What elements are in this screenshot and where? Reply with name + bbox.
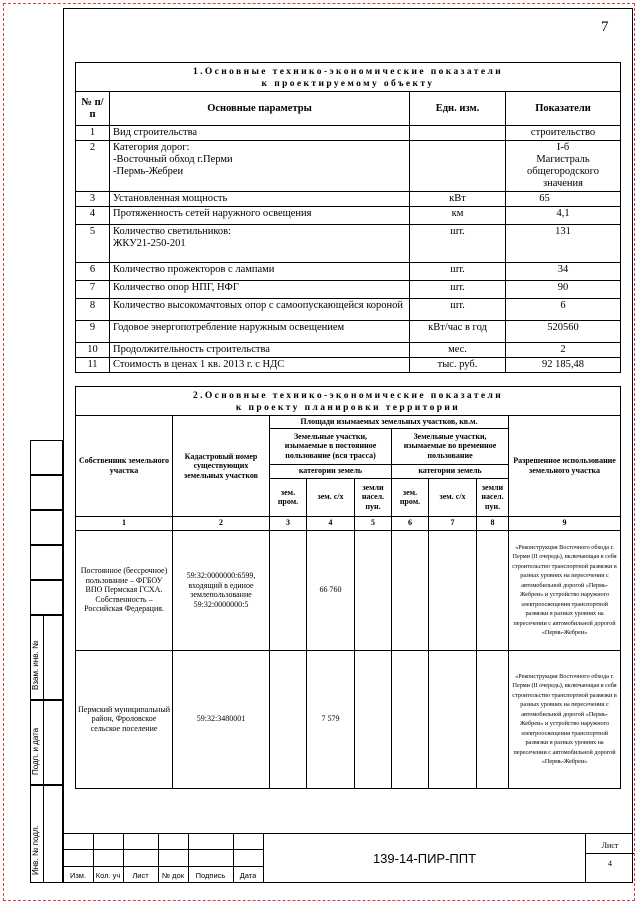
inv-label: Инв. № подл. xyxy=(31,825,40,875)
column-number: 6 xyxy=(392,516,429,530)
cell-perm-sh: 7 579 xyxy=(307,650,355,788)
header-param: Основные параметры xyxy=(110,92,410,126)
row-num: 5 xyxy=(76,225,110,263)
table-row xyxy=(76,343,621,358)
label-izm: Изм. xyxy=(69,871,87,880)
label-podpis: Подпись xyxy=(195,871,226,880)
column-number: 4 xyxy=(307,516,355,530)
row-param: Количество прожекторов с лампами xyxy=(110,263,410,281)
column-number: 3 xyxy=(270,516,307,530)
table-row xyxy=(76,192,621,207)
cell-owner: Пермский муниципальный район, Фроловское сельское поселение xyxy=(76,650,173,788)
row-param: Стоимость в ценах 1 кв. 2013 г. с НДС xyxy=(110,358,410,373)
header-permanent: Земельные участки, изымаемые в постоянное пользование (вся трасса) xyxy=(270,428,392,464)
header-cadastral: Кадастровый номер существующих земельных участков xyxy=(173,416,270,517)
label-list: Лист xyxy=(132,871,149,880)
row-param: Установленная мощность xyxy=(110,192,410,207)
cell-perm-pun xyxy=(355,650,392,788)
header-unit: Едн. изм. xyxy=(410,92,506,126)
side-stamp xyxy=(30,440,63,883)
table-row xyxy=(76,281,621,299)
sheet-number: 4 xyxy=(608,859,612,868)
cell-cadastral: 59:32:3480001 xyxy=(173,650,270,788)
row-unit: кВт/час в год xyxy=(410,321,506,343)
title-block xyxy=(63,833,633,883)
document-code: 139-14-ПИР-ППТ xyxy=(263,833,585,883)
row-value: 34 xyxy=(506,263,621,281)
table-row xyxy=(76,207,621,225)
header-prom-temp: зем. пром. xyxy=(392,478,429,516)
header-area-group: Площади изымаемых земельных участков, кв.м. xyxy=(270,416,509,429)
cell-temp-sh xyxy=(429,650,477,788)
section1-title: 1.Основные технико-экономические показатели к проектируемому объекту xyxy=(76,63,621,92)
header-owner: Собственник земельного участка xyxy=(76,416,173,517)
header-temporary: Земельные участки, изымаемые во временное пользование xyxy=(392,428,509,464)
row-value: 92 185,48 xyxy=(506,358,621,373)
row-value: 90 xyxy=(506,281,621,299)
cell-permitted: «Реконструкция Восточного обхода г. Перми (II очередь), включающая в себя строительство транспортной развязки в разных уровнях на пересечении с автомобильной дорогой «Пермь-Жебреи» и устройство наружного электроосвещения транспортной развязки в разных уровнях на пересечении с автомобильной дорогой «Пермь-Жебреи» xyxy=(509,530,621,650)
cell-temp-pun xyxy=(477,530,509,650)
row-param: Продолжительность строительства xyxy=(110,343,410,358)
header-pun: земли насел. пун. xyxy=(355,478,392,516)
page-number: 7 xyxy=(601,19,609,35)
podp-label: Подп. и дата xyxy=(31,727,40,775)
table-row xyxy=(76,650,621,788)
row-param: Годовое энергопотребление наружным освещением xyxy=(110,321,410,343)
cell-perm-sh: 66 760 xyxy=(307,530,355,650)
section2-title: 2.Основные технико-экономические показатели к проекту планировки территории xyxy=(76,387,621,416)
header-pun-temp: земли насел. пун. xyxy=(477,478,509,516)
row-value: 520560 xyxy=(506,321,621,343)
row-unit: шт. xyxy=(410,299,506,321)
row-unit xyxy=(410,141,506,192)
sheet-label: Лист xyxy=(601,841,619,850)
row-param: Вид строительства xyxy=(110,126,410,141)
label-ndok: № док xyxy=(162,871,184,880)
row-num: 2 xyxy=(76,141,110,192)
label-kol: Кол. уч xyxy=(95,871,121,880)
section1-table xyxy=(75,62,621,373)
row-value: 65 xyxy=(506,192,621,207)
row-param: Количество светильников: ЖКУ21-250-201 xyxy=(110,225,410,263)
row-value: 2 xyxy=(506,343,621,358)
row-num: 10 xyxy=(76,343,110,358)
cell-perm-prom xyxy=(270,530,307,650)
row-param: Количество высокомачтовых опор с самоопускающейся короной xyxy=(110,299,410,321)
revision-grid xyxy=(63,833,263,883)
cell-owner: Постоянное (бессрочное) пользование – ФГБОУ ВПО Пермская ГСХА. Собственность – Российская Федерация. xyxy=(76,530,173,650)
cell-cadastral: 59:32:0000000:6599, входящий в единое землепользование 59:32:0000000:5 xyxy=(173,530,270,650)
column-number: 1 xyxy=(76,516,173,530)
label-data: Дата xyxy=(239,871,257,880)
row-unit: шт. xyxy=(410,263,506,281)
section2-table xyxy=(75,386,621,789)
row-num: 9 xyxy=(76,321,110,343)
cell-temp-prom xyxy=(392,530,429,650)
table-row xyxy=(76,126,621,141)
cell-permitted: «Реконструкция Восточного обхода г. Перми (II очередь), включающая в себя строительство транспортной развязки в разных уровнях на пересечении с автомобильной дорогой «Пермь-Жебреи» и устройство наружного электроосвещения транспортной развязки в разных уровнях на пересечении с автомобильной дорогой «Пермь-Жебреи» xyxy=(509,650,621,788)
column-number: 5 xyxy=(355,516,392,530)
table-row xyxy=(76,530,621,650)
cell-temp-pun xyxy=(477,650,509,788)
cell-perm-prom xyxy=(270,650,307,788)
row-num: 7 xyxy=(76,281,110,299)
table-row xyxy=(76,263,621,281)
row-unit xyxy=(410,126,506,141)
row-value: строительство xyxy=(506,126,621,141)
cell-temp-sh xyxy=(429,530,477,650)
header-permitted: Разрешенное использование земельного участка xyxy=(509,416,621,517)
header-sh: зем. с/х xyxy=(307,478,355,516)
table-row xyxy=(76,225,621,263)
header-categories-perm: категории земель xyxy=(270,464,392,478)
header-value: Показатели xyxy=(506,92,621,126)
row-param: Количество опор НПГ, НФГ xyxy=(110,281,410,299)
row-num: 8 xyxy=(76,299,110,321)
row-unit: км xyxy=(410,207,506,225)
row-value: 131 xyxy=(506,225,621,263)
cell-temp-prom xyxy=(392,650,429,788)
column-number: 7 xyxy=(429,516,477,530)
header-sh-temp: зем. с/х xyxy=(429,478,477,516)
row-value: 4,1 xyxy=(506,207,621,225)
header-categories-temp: категории земель xyxy=(392,464,509,478)
row-param: Категория дорог: -Восточный обход г.Перми -Пермь-Жебреи xyxy=(110,141,410,192)
row-unit: тыс. руб. xyxy=(410,358,506,373)
column-number: 2 xyxy=(173,516,270,530)
row-value: I-б Магистраль общегородского значения xyxy=(506,141,621,192)
row-unit: шт. xyxy=(410,225,506,263)
row-unit: шт. xyxy=(410,281,506,299)
row-param: Протяженность сетей наружного освещения xyxy=(110,207,410,225)
column-number: 8 xyxy=(477,516,509,530)
table-row xyxy=(76,141,621,192)
table-row xyxy=(76,358,621,373)
row-value: 6 xyxy=(506,299,621,321)
row-unit: кВт xyxy=(410,192,506,207)
row-num: 1 xyxy=(76,126,110,141)
row-unit: мес. xyxy=(410,343,506,358)
row-num: 11 xyxy=(76,358,110,373)
header-num: № п/п xyxy=(76,92,110,126)
sheet-box xyxy=(585,833,634,883)
row-num: 6 xyxy=(76,263,110,281)
row-num: 3 xyxy=(76,192,110,207)
row-num: 4 xyxy=(76,207,110,225)
table-row xyxy=(76,299,621,321)
column-number: 9 xyxy=(509,516,621,530)
header-prom: зем. пром. xyxy=(270,478,307,516)
cell-perm-pun xyxy=(355,530,392,650)
vzam-label: Взам. инв. № xyxy=(31,640,40,690)
table-row xyxy=(76,321,621,343)
